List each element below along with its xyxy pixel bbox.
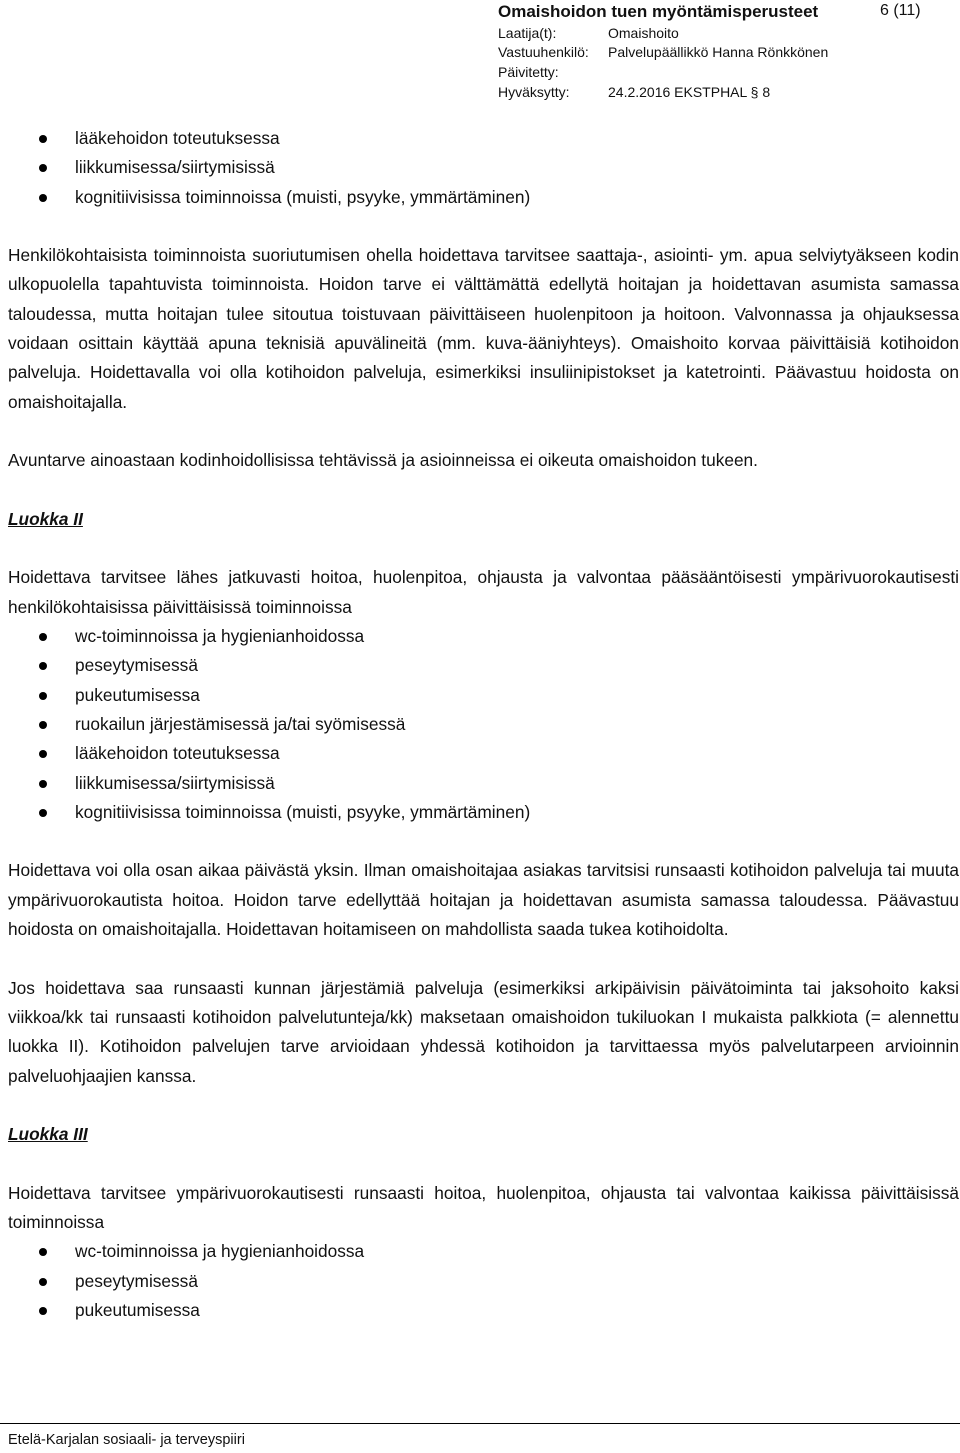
meta-author-value: Omaishoito (608, 25, 679, 41)
list-item: liikkumisessa/siirtymisissä (8, 769, 959, 798)
meta-author (498, 25, 679, 41)
bullet-list-3 (8, 1237, 959, 1325)
list-item: lääkehoidon toteutuksessa (8, 739, 959, 768)
meta-responsible-label: Vastuuhenkilö: (498, 44, 589, 60)
heading-class-2: Luokka II (8, 508, 83, 529)
heading-class-3: Luokka III (8, 1124, 88, 1145)
list-item: kognitiivisissa toiminnoissa (muisti, psyyke, ymmärtäminen) (8, 183, 959, 212)
paragraph-class-3-intro: Hoidettava tarvitsee ympärivuorokautisesti runsaasti hoitoa, huolenpitoa, ohjausta tai valvontaa kaikissa päivittäisissä toiminnoissa (8, 1182, 959, 1232)
paragraph-class-2-intro: Hoidettava tarvitsee lähes jatkuvasti hoitoa, huolenpitoa, ohjausta ja valvontaa pääsääntöisesti ympärivuorokautisesti henkilökohtaisissa päivittäisissä toiminnoissa (8, 567, 959, 617)
document-body (8, 124, 959, 1325)
bullet-list-2 (8, 622, 959, 827)
meta-approved (498, 84, 770, 100)
meta-approved-value: 24.2.2016 EKSTPHAL § 8 (608, 84, 771, 100)
list-item: peseytymisessä (8, 1267, 959, 1296)
document-header (0, 0, 960, 110)
page-number: 6 (11) (880, 2, 921, 19)
list-item: kognitiivisissa toiminnoissa (muisti, psyyke, ymmärtäminen) (8, 798, 959, 827)
paragraph-class-2-alone: Hoidettava voi olla osan aikaa päivästä yksin. Ilman omaishoitajaa asiakas tarvitsisi runsaasti kotihoidon palveluja tai muuta ympärivuorokautista hoitoa. Hoidon tarve edellyttää hoitajan ja hoidettavan asumista samassa taloudessa. Päävastuu hoidosta on omaishoitajalla. Hoidettavan hoitamiseen on mahdollista saada tukea kotihoidolta. (8, 860, 959, 940)
list-item: ruokailun järjestämisessä ja/tai syömisessä (8, 710, 959, 739)
footer-organization: Etelä-Karjalan sosiaali- ja terveyspiiri (8, 1432, 245, 1448)
meta-updated (498, 64, 608, 80)
document-title: Omaishoidon tuen myöntämisperusteet (498, 2, 819, 21)
list-item: pukeutumisessa (8, 1296, 959, 1325)
list-item: pukeutumisessa (8, 681, 959, 710)
paragraph-household-help: Avuntarve ainoastaan kodinhoidollisissa tehtävissä ja asioinneissa ei oikeuta omaishoidon tukeen. (8, 450, 758, 471)
list-item: wc-toiminnoissa ja hygienianhoidossa (8, 622, 959, 651)
footer-divider (0, 1423, 960, 1424)
bullet-list-1 (8, 124, 959, 212)
paragraph-class-2-services: Jos hoidettava saa runsaasti kunnan järjestämiä palveluja (esimerkiksi arkipäivisin päivätoiminta tai jaksohoito kaksi viikkoa/kk tai runsaasti kotihoidon palvelutunteja/kk) maksetaan omaishoidon tukiluokan I mukaista palkkiota (= alennettu luokka II). Kotihoidon palvelujen tarve arvioidaan yhdessä kotihoidon ja tarvittaessa myös palvelutarpeen arvioinnin palveluohjaajien kanssa. (8, 977, 959, 1086)
meta-updated-label: Päivitetty: (498, 64, 559, 80)
list-item: wc-toiminnoissa ja hygienianhoidossa (8, 1237, 959, 1266)
meta-approved-label: Hyväksytty: (498, 84, 570, 100)
list-item: liikkumisessa/siirtymisissä (8, 153, 959, 182)
list-item: lääkehoidon toteutuksessa (8, 124, 959, 153)
meta-responsible (498, 44, 828, 60)
meta-responsible-value: Palvelupäällikkö Hanna Rönkkönen (608, 44, 829, 60)
meta-author-label: Laatija(t): (498, 25, 557, 41)
paragraph-personal-activities: Henkilökohtaisista toiminnoista suoriutumisen ohella hoidettava tarvitsee saattaja-, asiointi- ym. apua selviytyäkseen kodin ulkopuolella tapahtuvista toiminnoista. Hoidon tarve ei välttämättä edellytä hoitajan ja hoidettavan asumista samassa taloudessa, mutta hoitajan tulee sitoutua toistuvaan päivittäiseen huolenpitoon ja hoitoon. Valvonnassa ja ohjauksessa voidaan osittain käyttää apuna teknisiä apuvälineitä (mm. kuva-ääniyhteys). Omaishoito korvaa päivittäisiä kotihoidon palveluja. Hoidettavalla voi olla kotihoidon palveluja, esimerkiksi insuliinipistokset ja katetrointi. Päävastuu hoidosta on omaishoitajalla. (8, 245, 959, 412)
list-item: peseytymisessä (8, 651, 959, 680)
